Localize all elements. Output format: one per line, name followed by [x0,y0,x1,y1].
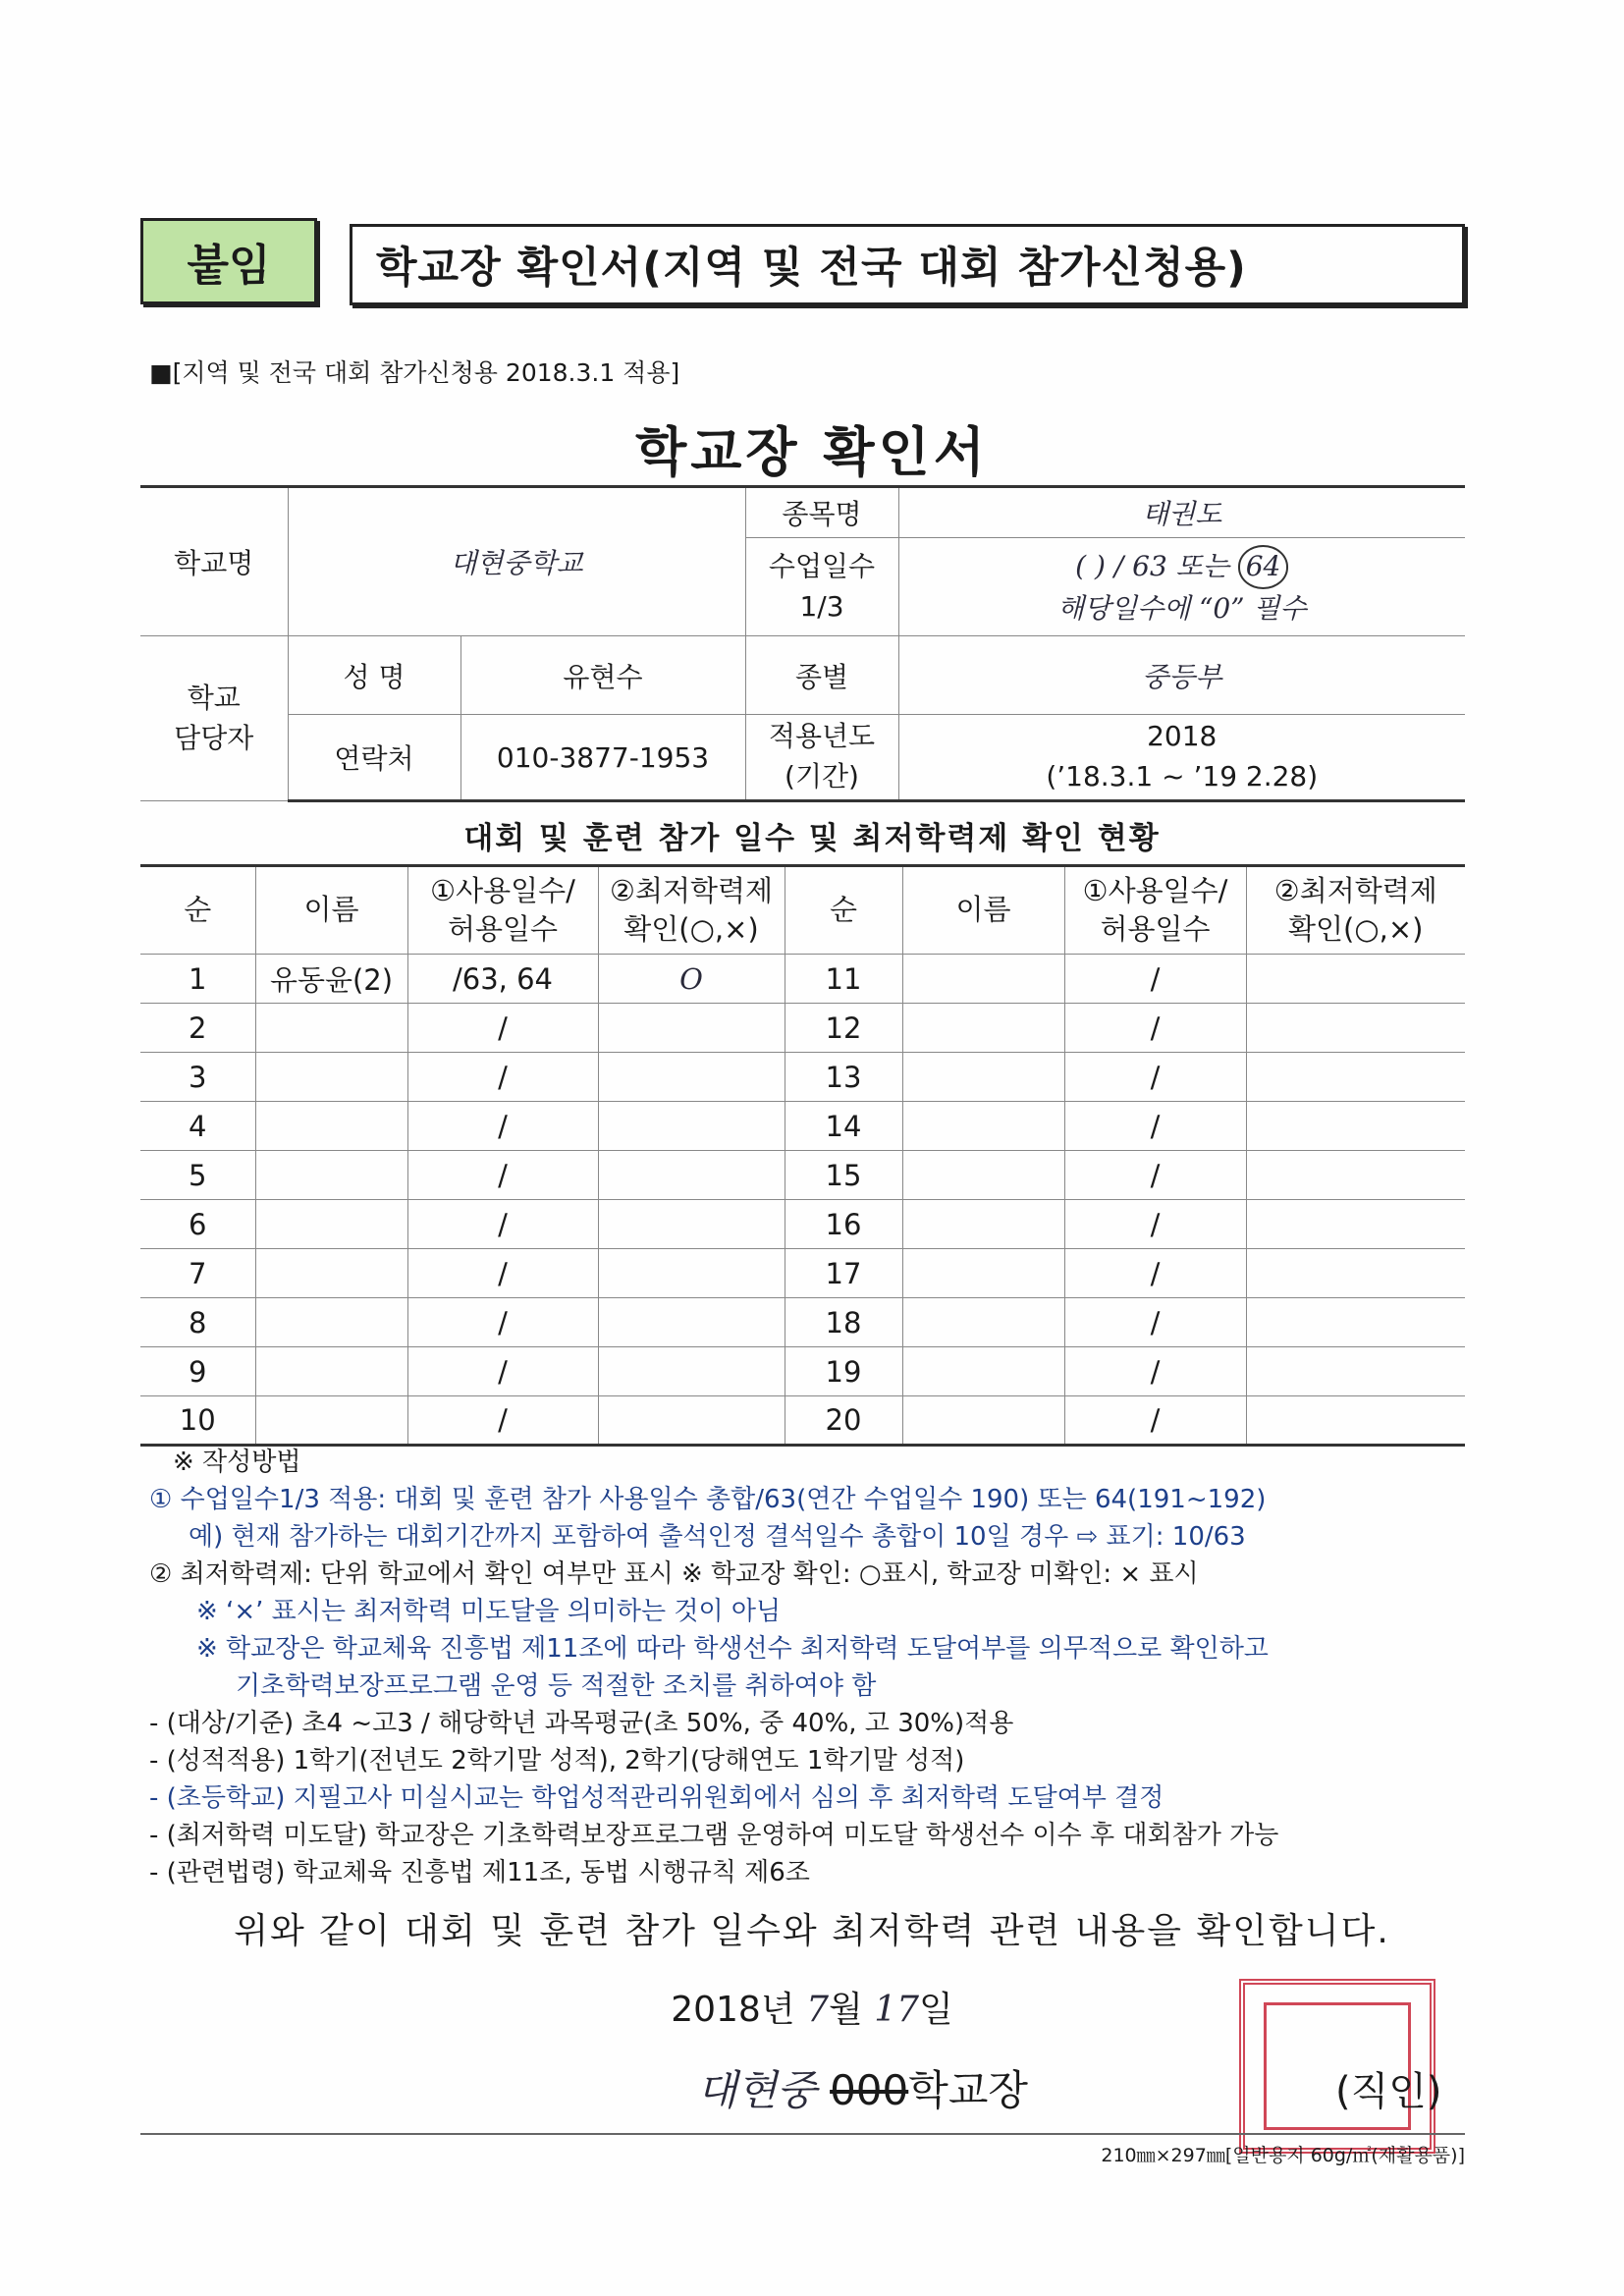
date-year: 2018년 [671,1990,795,2030]
row-name-2 [902,1249,1064,1298]
signature-line [697,2058,1028,2117]
instructions [149,1444,1465,1891]
row-name-2 [902,1347,1064,1396]
row-days: / [407,1249,598,1298]
form-header-title: 학교장 확인서(지역 및 전국 대회 참가신청용) [350,224,1465,305]
school-name-value: 대현중학교 [288,487,745,636]
row-no-2: 14 [785,1102,902,1151]
col-header-days-line2: 허용일수 [447,912,559,946]
school-days-note: 해당일수에 “0” 필수 [1056,591,1307,625]
row-days: /63, 64 [407,955,598,1004]
division-value: 중등부 [898,636,1465,715]
row-name [255,1102,407,1151]
row-days: / [407,1053,598,1102]
footer-divider [140,2133,1465,2135]
row-no-2: 13 [785,1053,902,1102]
row-check-2 [1246,1004,1465,1053]
instructions-heading: ※ 작성방법 [173,1448,301,1477]
table-row [140,1396,1465,1446]
row-no: 9 [140,1347,255,1396]
row-name [255,1004,407,1053]
table-row [140,1249,1465,1298]
table-row [140,1151,1465,1200]
sport-label: 종목명 [745,487,898,538]
school-days-value [899,545,1466,589]
col-header-check-line2: 확인(○,×) [623,912,759,946]
row-no: 6 [140,1200,255,1249]
date-month: 7 [806,1990,829,2030]
row-check [598,1200,785,1249]
row-days: / [407,1102,598,1151]
row-days-2: / [1064,1347,1246,1396]
instruction-note-x: ※ ‘×’ 표시는 최저학력 미도달을 의미하는 것이 아님 [196,1597,782,1626]
row-no: 7 [140,1249,255,1298]
row-days-2: / [1064,1102,1246,1151]
page-title: 학교장 확인서 [635,421,989,483]
row-no: 2 [140,1004,255,1053]
row-days-2: / [1064,1151,1246,1200]
col-header-name: 이름 [255,866,407,955]
row-check-2 [1246,1298,1465,1347]
row-name [255,1298,407,1347]
instruction-2: ② 최저학력제: 단위 학교에서 확인 여부만 표시 ※ 학교장 확인: ○표시, 학교장 미확인: × 표시 [149,1559,1199,1589]
instruction-1-example: 예) 현재 참가하는 대회기간까지 포함하여 출석인정 결석일수 총합이 10일 경우 ⇨ 표기: 10/63 [189,1522,1246,1552]
manager-label-line1: 학교 [187,681,241,714]
row-days-2: / [1064,1396,1246,1446]
school-days-value-text: ( ) / 63 또는 [1075,549,1229,582]
manager-name-value: 유현수 [460,636,745,715]
row-check-2 [1246,1151,1465,1200]
row-no-2: 20 [785,1396,902,1446]
row-days: / [407,1298,598,1347]
row-name [255,1249,407,1298]
row-no: 4 [140,1102,255,1151]
row-name-2 [902,1004,1064,1053]
row-name-2 [902,1396,1064,1446]
date-day: 17 [874,1990,920,2030]
detail-grades: - (성적적용) 1학기(전년도 2학기말 성적), 2학기(당해연도 1학기말 성적) [149,1746,965,1776]
table-row [140,1200,1465,1249]
row-check [598,1053,785,1102]
row-no-2: 19 [785,1347,902,1396]
col-header-check [598,866,785,955]
row-no: 1 [140,955,255,1004]
row-days: / [407,1004,598,1053]
section-title: 대회 및 훈련 참가 일수 및 최저학력제 확인 현황 [463,821,1161,856]
table-row [140,1004,1465,1053]
col-header-no: 순 [140,866,255,955]
school-name-label: 학교명 [140,487,288,636]
table-row [140,1102,1465,1151]
table-row [140,1053,1465,1102]
contact-label: 연락처 [288,715,460,801]
row-check-2 [1246,955,1465,1004]
row-check [598,1102,785,1151]
row-name-2 [902,1102,1064,1151]
row-check [598,1396,785,1446]
period-label: (기간) [785,760,859,793]
instruction-note-principal-cont: 기초학력보장프로그램 운영 등 적절한 조치를 취하여야 함 [236,1671,877,1701]
detail-target: - (대상/기준) 초4 ~고3 / 해당학년 과목평균(초 50%, 중 40%, 고 30%)적용 [149,1709,1014,1738]
struck-placeholder: 000 [830,2066,909,2114]
row-check [598,1151,785,1200]
manager-name-label: 성 명 [288,636,460,715]
row-check-2 [1246,1396,1465,1446]
row-days-2: / [1064,1249,1246,1298]
table-row [140,1347,1465,1396]
detail-law: - (관련법령) 학교체육 진흥법 제11조, 동법 시행규칙 제6조 [149,1858,810,1887]
detail-not-reached: - (최저학력 미도달) 학교장은 기초학력보장프로그램 운영하여 미도달 학생선수 이수 후 대회참가 가능 [149,1821,1279,1850]
row-no-2: 11 [785,955,902,1004]
col-header-check-2 [1246,866,1465,955]
handwritten-school: 대현중 [697,2066,817,2114]
row-no-2: 16 [785,1200,902,1249]
instruction-note-principal: ※ 학교장은 학교체육 진흥법 제11조에 따라 학생선수 최저학력 도달여부를 의무적으로 확인하고 [196,1634,1269,1664]
row-no-2: 17 [785,1249,902,1298]
col-header-days-line1: ①사용일수/ [430,873,575,907]
contact-value: 010-3877-1953 [460,715,745,801]
row-no-2: 12 [785,1004,902,1053]
row-name-2 [902,1053,1064,1102]
school-info-table [140,485,1465,802]
table-row [140,1298,1465,1347]
row-no-2: 18 [785,1298,902,1347]
year-value: 2018 [1147,720,1218,753]
row-check [598,1004,785,1053]
principal-title: 학교장 [908,2066,1028,2114]
row-no: 8 [140,1298,255,1347]
row-no: 3 [140,1053,255,1102]
division-label: 종별 [745,636,898,715]
row-name-2 [902,955,1064,1004]
col-header-check-2-line2: 확인(○,×) [1288,912,1424,946]
row-name-2 [902,1151,1064,1200]
period-value: (’18.3.1 ~ ’19 2.28) [1046,760,1319,793]
row-check-2 [1246,1347,1465,1396]
row-name [255,1151,407,1200]
col-header-check-2-line1: ②최저학력제 [1273,873,1437,907]
row-days-2: / [1064,955,1246,1004]
row-days: / [407,1151,598,1200]
row-no-2: 15 [785,1151,902,1200]
row-days-2: / [1064,1004,1246,1053]
row-name-2 [902,1298,1064,1347]
row-days: / [407,1200,598,1249]
school-days-label: 수업일수 [768,549,876,582]
row-check [598,1298,785,1347]
row-days: / [407,1347,598,1396]
attachment-badge: 붙임 [140,218,317,304]
row-days-2: / [1064,1200,1246,1249]
row-name-2 [902,1200,1064,1249]
row-check [598,1347,785,1396]
col-header-days-2-line2: 허용일수 [1100,912,1211,946]
school-days-fraction-label: 1/3 [799,589,844,623]
detail-elementary: - (초등학교) 지필고사 미실시교는 학업성적관리위원회에서 심의 후 최저학력 도달여부 결정 [149,1783,1164,1813]
confirmation-statement: 위와 같이 대회 및 훈련 참가 일수와 최저학력 관련 내용을 확인합니다. [234,1911,1390,1951]
row-check-2 [1246,1200,1465,1249]
col-header-name-2: 이름 [902,866,1064,955]
table-row [140,955,1465,1004]
date-day-unit: 일 [919,1990,953,2030]
school-days-circled-value: 64 [1238,545,1289,589]
col-header-check-line1: ②최저학력제 [609,873,774,907]
col-header-days [407,866,598,955]
row-no: 10 [140,1396,255,1446]
row-check: O [598,955,785,1004]
row-check [598,1249,785,1298]
instruction-1: ① 수업일수1/3 적용: 대회 및 훈련 참가 사용일수 총합/63(연간 수업일수 190) 또는 64(191~192) [149,1485,1267,1514]
row-no: 5 [140,1151,255,1200]
row-name [255,1200,407,1249]
sport-value: 태권도 [898,487,1465,538]
row-name: 유동윤(2) [255,955,407,1004]
form-subtitle: ■[지역 및 전국 대회 참가신청용 2018.3.1 적용] [149,358,680,387]
row-name [255,1396,407,1446]
row-days-2: / [1064,1053,1246,1102]
year-label: 적용년도 [768,720,876,753]
row-check-2 [1246,1249,1465,1298]
col-header-days-2 [1064,866,1246,955]
row-check-2 [1246,1102,1465,1151]
col-header-days-2-line1: ①사용일수/ [1082,873,1228,907]
col-header-no-2: 순 [785,866,902,955]
row-check-2 [1246,1053,1465,1102]
stamp-label: (직인) [1335,2069,1442,2114]
row-name [255,1053,407,1102]
row-name [255,1347,407,1396]
table-header-row [140,866,1465,955]
date-month-unit: 월 [828,1990,863,2030]
paper-spec: 210㎜×297㎜[일반용지 60g/㎡(재활용품)] [1101,2145,1465,2166]
row-days-2: / [1064,1298,1246,1347]
row-days: / [407,1396,598,1446]
participation-table [140,864,1465,1447]
manager-label-line2: 담당자 [174,721,254,754]
